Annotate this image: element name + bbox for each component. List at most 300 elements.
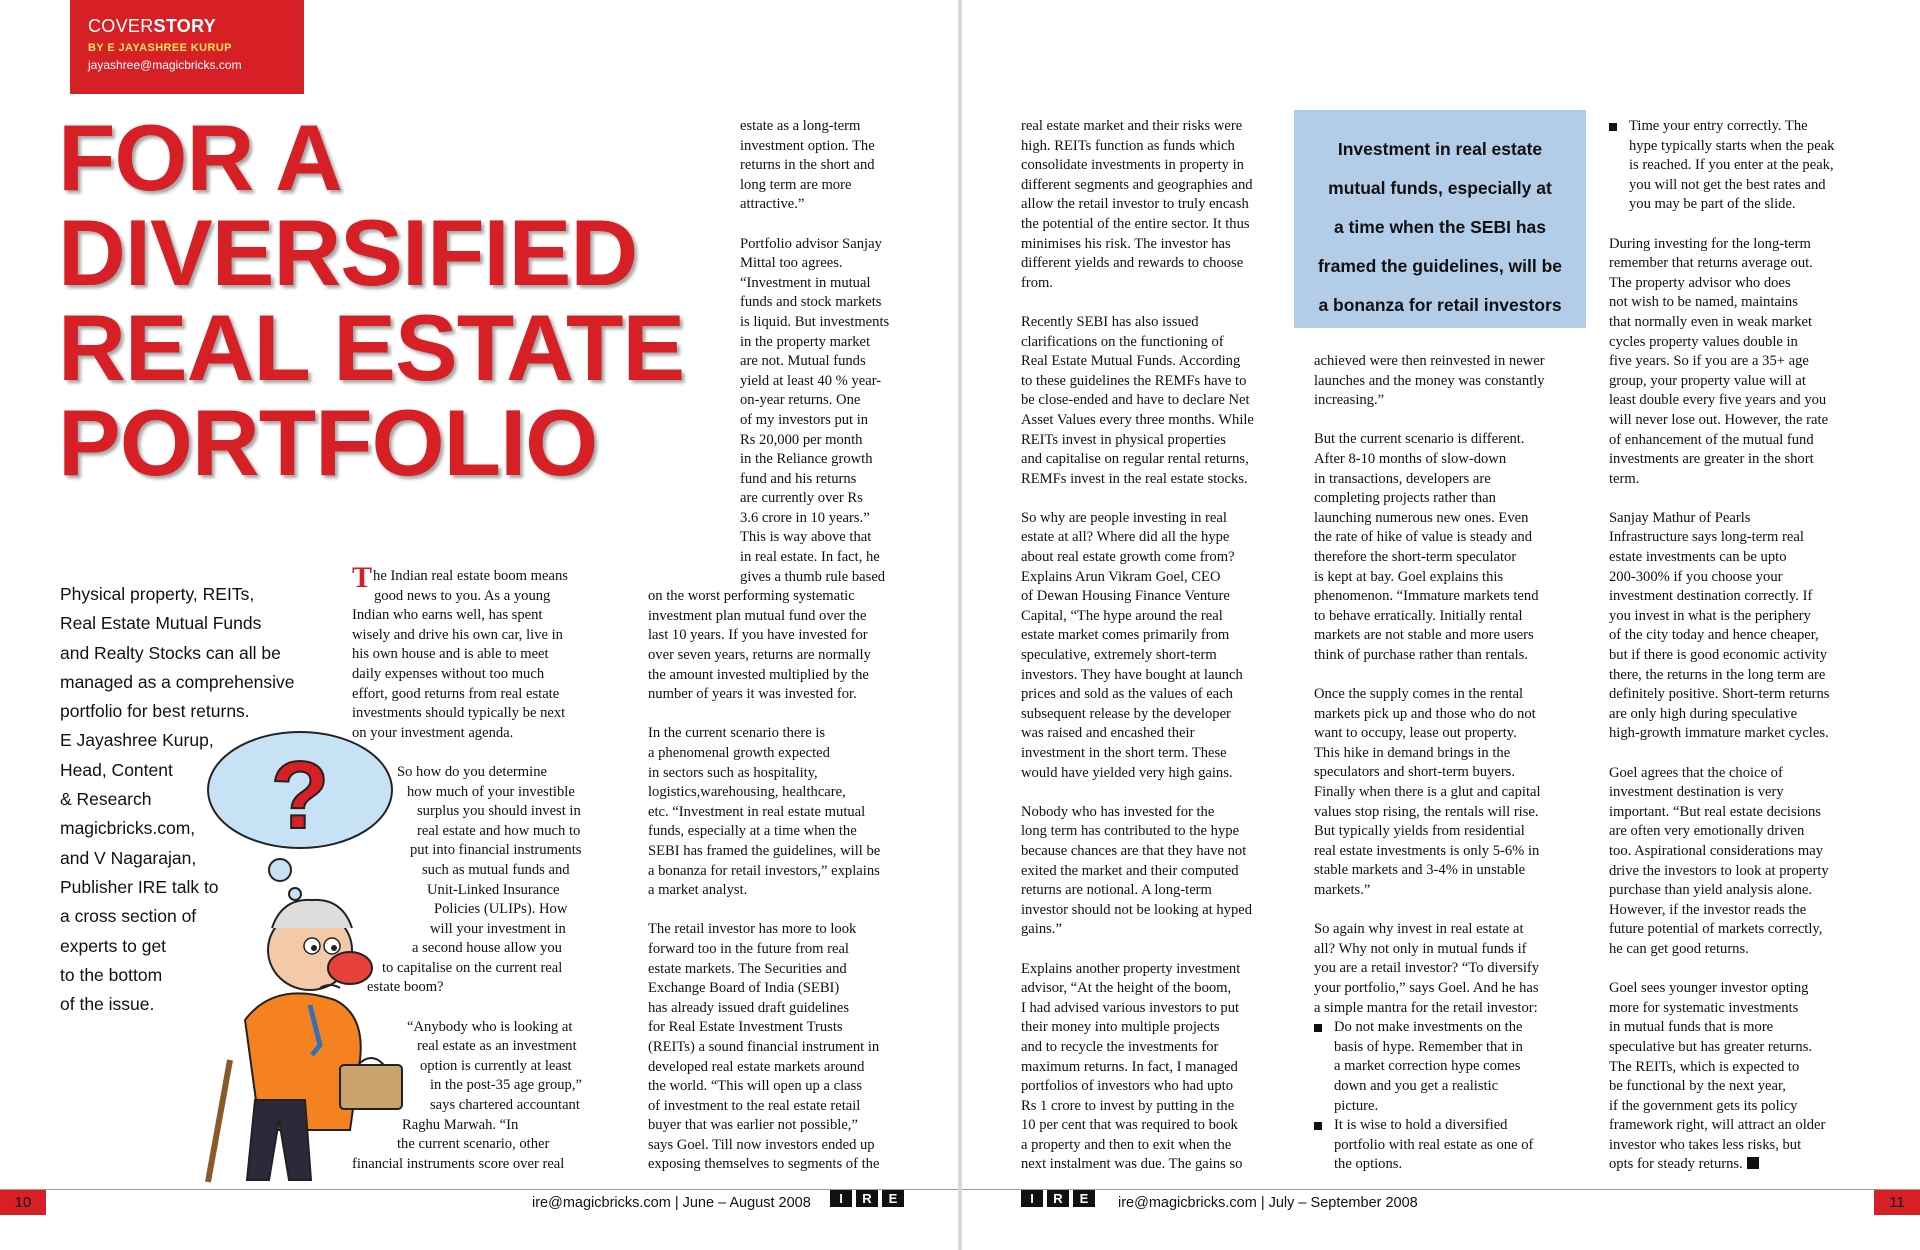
text-line: phenomenon. “Immature markets tend bbox=[1314, 588, 1539, 605]
text-line: a phenomenal growth expected bbox=[648, 745, 830, 761]
text-line: estate at all? Where did all the hype bbox=[1021, 529, 1230, 546]
text-line: clarifications on the functioning of bbox=[1021, 333, 1224, 350]
pull-quote-line: framed the guidelines, will be bbox=[1317, 256, 1563, 276]
text-line: SEBI has framed the guidelines, will be bbox=[648, 842, 881, 859]
text-line: you invest in what is the periphery bbox=[1609, 607, 1811, 624]
text-line: and to recycle the investments for bbox=[1021, 1038, 1219, 1055]
text-line: investment destination correctly. If bbox=[1609, 588, 1813, 605]
text-line: After 8-10 months of slow-down bbox=[1314, 450, 1507, 467]
text-line: So why are people investing in real bbox=[1021, 509, 1227, 526]
text-line: think of purchase rather than rentals. bbox=[1314, 646, 1528, 663]
text-line: real estate market and their risks were bbox=[1021, 118, 1243, 134]
paragraph bbox=[648, 920, 913, 1175]
text-line: of enhancement of the mutual fund bbox=[1609, 431, 1814, 448]
text-line: but if there is good economic activity bbox=[1609, 647, 1828, 664]
text-line: in mutual funds that is more bbox=[1609, 1019, 1774, 1036]
text-line: Exchange Board of India (SEBI) bbox=[648, 980, 840, 997]
text-line: about real estate growth come from? bbox=[1021, 549, 1235, 566]
text-line: different segments and geographies and bbox=[1021, 176, 1253, 193]
drop-cap: T bbox=[352, 561, 373, 594]
text-line: wisely and drive his own car, live in bbox=[352, 626, 563, 643]
text-line: are often very emotionally driven bbox=[1609, 823, 1805, 840]
footer-issue-info: ire@magicbricks.com | July – September 2008 bbox=[1118, 1195, 1418, 1211]
footer-issue-info: ire@magicbricks.com | June – August 2008 bbox=[532, 1195, 811, 1211]
text-line: investor should not be looking at hyped bbox=[1021, 901, 1253, 918]
text-line: However, if the investor reads the bbox=[1609, 901, 1807, 918]
text-line: Rs 1 crore to invest by putting in the bbox=[1021, 1097, 1235, 1114]
pull-quote bbox=[1294, 110, 1586, 328]
footer-rule bbox=[962, 1189, 1920, 1190]
text-line: investment in the short term. These bbox=[1021, 745, 1227, 761]
standfirst-line: to the bottom bbox=[60, 964, 163, 985]
text-line: So again why invest in real estate at bbox=[1314, 921, 1524, 938]
paragraph bbox=[352, 1018, 602, 1175]
text-line: says Goel. Till now investors ended up bbox=[648, 1136, 875, 1153]
logo-letter: I bbox=[1021, 1190, 1043, 1207]
text-line: in transactions, developers are bbox=[1314, 470, 1491, 487]
text-line: estate boom? bbox=[367, 979, 444, 996]
text-line: speculative but has greater returns. bbox=[1609, 1038, 1813, 1055]
pull-quote-line: a time when the SEBI has bbox=[1334, 217, 1546, 237]
text-line: During investing for the long-term bbox=[1609, 235, 1811, 252]
text-line: exposing themselves to segments of the bbox=[648, 1156, 880, 1173]
text-line: gains.” bbox=[1021, 921, 1062, 938]
text-line: REMFs invest in the real estate stocks. bbox=[1021, 470, 1248, 487]
right-page-column-2 bbox=[1314, 352, 1574, 1175]
text-line: number of years it was invested for. bbox=[648, 686, 857, 703]
paragraph bbox=[1021, 313, 1291, 489]
headline-line: FOR A bbox=[58, 105, 342, 210]
byline: BY E JAYASHREE KURUP bbox=[88, 42, 232, 54]
paragraph bbox=[1021, 803, 1291, 940]
headline-line: DIVERSIFIED bbox=[58, 200, 638, 305]
text-line: consolidate investments in property in bbox=[1021, 157, 1244, 174]
text-line: 10 per cent that was required to book bbox=[1021, 1117, 1238, 1134]
text-line: real estate as an investment bbox=[417, 1038, 577, 1055]
text-line: estate as a long-term bbox=[740, 118, 861, 134]
text-line: different yields and rewards to choose bbox=[1021, 255, 1244, 272]
text-line: investment option. The bbox=[740, 137, 875, 154]
text-line: long term are more bbox=[740, 176, 852, 193]
bullet-item bbox=[1314, 1116, 1574, 1175]
text-line: a market correction hype comes bbox=[1334, 1058, 1521, 1075]
text-line: The retail investor has more to look bbox=[648, 921, 857, 938]
kicker-bold: STORY bbox=[153, 16, 217, 36]
paragraph bbox=[1314, 920, 1574, 1018]
paragraph bbox=[1021, 509, 1291, 783]
text-line: be functional by the next year, bbox=[1609, 1078, 1786, 1095]
text-line: investment plan mutual fund over the bbox=[648, 607, 867, 624]
text-line: is reached. If you enter at the peak, bbox=[1629, 157, 1834, 174]
text-line: real estate and how much to bbox=[417, 822, 581, 839]
paragraph-intro bbox=[352, 561, 602, 743]
text-line: markets are not stable and more users bbox=[1314, 627, 1534, 644]
headline-line: REAL ESTATE bbox=[58, 295, 685, 400]
text-line: returns are notional. A long-term bbox=[1021, 882, 1212, 899]
text-line: But typically yields from residential bbox=[1314, 823, 1525, 840]
text-line: on the worst performing systematic bbox=[648, 588, 855, 605]
text-line: the options. bbox=[1334, 1156, 1403, 1173]
standfirst-line: Physical property, REITs, bbox=[60, 584, 255, 604]
text-line: framework right, will attract an older bbox=[1609, 1117, 1826, 1134]
headline-line: PORTFOLIO bbox=[58, 390, 598, 495]
pull-quote-line: mutual funds, especially at bbox=[1328, 178, 1552, 198]
text-line: attractive.” bbox=[740, 196, 805, 213]
left-page-column-2 bbox=[648, 117, 913, 1175]
text-line: drive the investors to look at property bbox=[1609, 862, 1829, 879]
paragraph bbox=[1021, 117, 1291, 293]
text-line: he can get good returns. bbox=[1609, 940, 1749, 957]
author-email: jayashree@magicbricks.com bbox=[88, 58, 242, 72]
text-line: the rate of hike of value is steady and bbox=[1314, 529, 1533, 546]
text-line: speculative, extremely short-term bbox=[1021, 647, 1217, 664]
text-line: want to occupy, lease out property. bbox=[1314, 725, 1517, 742]
text-line: hype typically starts when the peak bbox=[1629, 137, 1835, 154]
text-line: (REITs) a sound financial instrument in bbox=[648, 1038, 880, 1055]
text-line: is liquid. But investments bbox=[740, 313, 890, 330]
text-line: Nobody who has invested for the bbox=[1021, 803, 1215, 820]
text-line: estate markets. The Securities and bbox=[648, 960, 847, 977]
text-line: a simple mantra for the retail investor: bbox=[1314, 999, 1538, 1016]
text-line: portfolio with real estate as one of bbox=[1334, 1136, 1534, 1153]
text-line: It is wise to hold a diversified bbox=[1334, 1117, 1508, 1134]
text-line: a property and then to exit when the bbox=[1021, 1136, 1232, 1153]
text-line: This hike in demand brings in the bbox=[1314, 744, 1511, 761]
paragraph bbox=[1021, 960, 1291, 1176]
text-line: to capitalise on the current real bbox=[382, 959, 563, 976]
paragraph bbox=[352, 763, 602, 998]
text-line: the world. “This will open up a class bbox=[648, 1078, 862, 1095]
text-line: high. REITs function as funds which bbox=[1021, 137, 1235, 154]
text-line: such as mutual funds and bbox=[422, 861, 570, 878]
text-line: Explains another property investment bbox=[1021, 960, 1241, 977]
text-line: good news to you. As a young bbox=[374, 587, 551, 604]
text-line: next instalment was due. The gains so bbox=[1021, 1156, 1243, 1173]
text-line: long term has contributed to the hype bbox=[1021, 823, 1240, 840]
text-line: purchase than yield analysis alone. bbox=[1609, 882, 1813, 899]
text-line: returns in the short and bbox=[740, 157, 875, 174]
text-line: portfolios of investors who had upto bbox=[1021, 1078, 1233, 1095]
text-line: five years. So if you are a 35+ age bbox=[1609, 353, 1809, 370]
text-line: Mittal too agrees. bbox=[740, 255, 843, 272]
drop-cap-rest: he Indian real estate boom means bbox=[373, 568, 568, 584]
standfirst-line: a cross section of bbox=[60, 906, 197, 927]
text-line: 200-300% if you choose your bbox=[1609, 568, 1783, 585]
page-number: 10 bbox=[0, 1190, 46, 1215]
text-line: allow the retail investor to truly encash bbox=[1021, 196, 1249, 213]
text-line: Goel sees younger investor opting bbox=[1609, 980, 1809, 997]
text-line: their money into multiple projects bbox=[1021, 1019, 1220, 1036]
text-line: So how do you determine bbox=[397, 763, 547, 780]
text-line: Goel agrees that the choice of bbox=[1609, 764, 1783, 781]
text-line: Do not make investments on the bbox=[1334, 1019, 1523, 1036]
text-line: Real Estate Mutual Funds. According bbox=[1021, 353, 1241, 370]
text-line: But the current scenario is different. bbox=[1314, 431, 1525, 448]
standfirst-line: & Research bbox=[60, 789, 152, 810]
logo-letter: I bbox=[830, 1190, 852, 1207]
question-mark: ? bbox=[270, 742, 330, 849]
cover-story-tag bbox=[70, 0, 304, 94]
text-line: therefore the short-term speculator bbox=[1314, 548, 1517, 565]
text-line: basis of hype. Remember that in bbox=[1334, 1038, 1523, 1055]
text-line: on-year returns. One bbox=[740, 392, 861, 409]
text-line: if the government gets its policy bbox=[1609, 1097, 1798, 1114]
text-line: “Investment in mutual bbox=[740, 274, 871, 291]
text-line: of the city today and hence cheaper, bbox=[1609, 627, 1819, 644]
text-line: I had advised various investors to put bbox=[1021, 999, 1240, 1016]
paragraph bbox=[1314, 352, 1574, 411]
text-line: the amount invested multiplied by the bbox=[648, 666, 869, 683]
text-line: last 10 years. If you have invested for bbox=[648, 627, 868, 644]
text-line: how much of your investible bbox=[407, 783, 575, 800]
text-line: Rs 20,000 per month bbox=[740, 431, 863, 448]
text-line: Portfolio advisor Sanjay bbox=[740, 235, 882, 252]
standfirst-line: Publisher IRE talk to bbox=[60, 876, 219, 897]
text-line: in the property market bbox=[740, 333, 871, 350]
text-line: in real estate. In fact, he bbox=[740, 549, 880, 566]
text-line: markets pick up and those who do not bbox=[1314, 705, 1536, 722]
text-line: exited the market and their computed bbox=[1021, 862, 1239, 879]
text-line: more for systematic investments bbox=[1609, 999, 1799, 1016]
paragraph bbox=[648, 117, 913, 215]
paragraph bbox=[648, 724, 913, 900]
standfirst-line: of the issue. bbox=[60, 994, 155, 1015]
text-line: that normally even in weak market bbox=[1609, 313, 1813, 330]
bullet-item bbox=[1314, 1018, 1574, 1116]
text-line: This is way above that bbox=[740, 529, 872, 546]
text-line: because chances are that they have not bbox=[1021, 842, 1247, 859]
paragraph bbox=[1314, 430, 1574, 665]
text-line: be close-ended and have to declare Net bbox=[1021, 392, 1250, 409]
text-line: forward too in the future from real bbox=[648, 940, 849, 957]
text-line: launching numerous new ones. Even bbox=[1314, 509, 1529, 526]
text-line: says chartered accountant bbox=[430, 1097, 580, 1114]
text-line: fund and his returns bbox=[740, 470, 857, 487]
text-line: least double every five years and you bbox=[1609, 392, 1827, 409]
text-line: 3.6 crore in 10 years.” bbox=[740, 509, 870, 526]
text-line: option is currently at least bbox=[420, 1057, 572, 1074]
text-line: a second house allow you bbox=[412, 940, 562, 957]
text-line: a market analyst. bbox=[648, 882, 748, 899]
text-line: advisor, “At the height of the boom, bbox=[1021, 980, 1232, 997]
text-line: Finally when there is a glut and capital bbox=[1314, 784, 1541, 801]
text-line: maximum returns. In fact, I managed bbox=[1021, 1058, 1238, 1075]
text-line: Infrastructure says long-term real bbox=[1609, 529, 1804, 546]
text-line: are not. Mutual funds bbox=[740, 353, 866, 370]
text-line: subsequent release by the developer bbox=[1021, 705, 1231, 722]
text-line: group, your property value will at bbox=[1609, 372, 1806, 389]
text-line: real estate investments is only 5-6% in bbox=[1314, 842, 1540, 859]
text-line: was raised and encashed their bbox=[1021, 725, 1195, 742]
text-line: Recently SEBI has also issued bbox=[1021, 313, 1199, 330]
text-line: etc. “Investment in real estate mutual bbox=[648, 803, 866, 820]
right-page bbox=[962, 0, 1920, 1250]
text-line: you are a retail investor? “To diversify bbox=[1314, 960, 1540, 977]
text-line: Explains Arun Vikram Goel, CEO bbox=[1021, 568, 1221, 585]
text-line: are currently over Rs bbox=[740, 490, 863, 507]
ire-logo bbox=[830, 1190, 904, 1207]
text-line: gives a thumb rule based bbox=[740, 568, 886, 585]
text-line: developed real estate markets around bbox=[648, 1058, 865, 1075]
text-line: will never lose out. However, the rate bbox=[1609, 411, 1829, 428]
text-line: is kept at bay. Goel explains this bbox=[1314, 568, 1504, 585]
pull-quote-line: a bonanza for retail investors bbox=[1318, 295, 1562, 315]
text-line: all? Why not only in mutual funds if bbox=[1314, 940, 1527, 957]
text-line: Policies (ULIPs). How bbox=[434, 901, 568, 918]
standfirst-line: experts to get bbox=[60, 935, 167, 956]
text-line: too. Aspirational considerations may bbox=[1609, 842, 1824, 859]
text-line: to behave erratically. Initially rental bbox=[1314, 607, 1523, 624]
text-line: buyer that was earlier not possible,” bbox=[648, 1117, 858, 1134]
text-line: financial instruments score over real bbox=[352, 1155, 565, 1172]
text-line: has already issued draft guidelines bbox=[648, 999, 850, 1016]
standfirst-line: magicbricks.com, bbox=[60, 818, 196, 839]
text-line: to these guidelines the REMFs have to bbox=[1021, 372, 1247, 389]
text-line: on your investment agenda. bbox=[352, 724, 514, 741]
logo-letter: R bbox=[856, 1190, 878, 1207]
text-line: in the Reliance growth bbox=[740, 451, 873, 468]
right-page-column-1 bbox=[1021, 117, 1291, 1175]
text-line: not wish to be named, maintains bbox=[1609, 294, 1798, 311]
standfirst-line: and V Nagarajan, bbox=[60, 847, 197, 868]
text-line: “Anybody who is looking at bbox=[407, 1018, 573, 1035]
text-line: put into financial instruments bbox=[410, 842, 582, 859]
footer-rule bbox=[0, 1189, 958, 1190]
ire-logo bbox=[1021, 1190, 1095, 1207]
text-line: Time your entry correctly. The bbox=[1629, 118, 1808, 134]
text-line: opts for steady returns. bbox=[1609, 1155, 1879, 1175]
text-line: of my investors put in bbox=[740, 411, 869, 428]
text-line: of investment to the real estate retail bbox=[648, 1097, 861, 1114]
text-line: funds, especially at a time when the bbox=[648, 823, 857, 840]
text-line: would have yielded very high gains. bbox=[1021, 764, 1233, 781]
text-line: speculators and short-term buyers. bbox=[1314, 764, 1516, 781]
text-line: In the current scenario there is bbox=[648, 725, 826, 742]
paragraph bbox=[1609, 235, 1879, 490]
text-line: markets.” bbox=[1314, 882, 1371, 899]
bullet-item bbox=[1609, 117, 1879, 215]
paragraph bbox=[1314, 685, 1574, 901]
text-line: surplus you should invest in bbox=[417, 803, 581, 820]
standfirst-line: portfolio for best returns. bbox=[60, 701, 250, 722]
text-line: in sectors such as hospitality, bbox=[648, 764, 818, 781]
text-line: cycles property values double in bbox=[1609, 333, 1798, 350]
text-line: Asset Values every three months. While bbox=[1021, 411, 1254, 428]
kicker-light: COVER bbox=[88, 16, 154, 36]
paragraph bbox=[1609, 764, 1879, 960]
text-line: your portfolio,” says Goel. And he has bbox=[1314, 980, 1539, 996]
cover-story-kicker bbox=[88, 16, 304, 37]
text-line: a bonanza for retail investors,” explains bbox=[648, 862, 880, 879]
text-line: The property advisor who does bbox=[1609, 274, 1791, 291]
text-line: and capitalise on regular rental returns, bbox=[1021, 451, 1249, 468]
text-line: the potential of the entire sector. It thus bbox=[1021, 215, 1250, 232]
paragraph bbox=[1609, 509, 1879, 744]
text-line bbox=[352, 561, 602, 594]
text-line: Raghu Marwah. “In bbox=[402, 1116, 519, 1133]
text-line: estate investments can be upto bbox=[1609, 549, 1787, 566]
text-line: yield at least 40 % year- bbox=[740, 372, 882, 389]
left-page bbox=[0, 0, 958, 1250]
text-line: increasing.” bbox=[1314, 392, 1385, 409]
text-line: you may be part of the slide. bbox=[1629, 196, 1796, 213]
text-line: will your investment in bbox=[430, 920, 566, 937]
text-line: picture. bbox=[1334, 1097, 1379, 1114]
logo-letter: E bbox=[882, 1190, 904, 1207]
text-line: stable markets and 3-4% in unstable bbox=[1314, 862, 1526, 879]
text-line: Once the supply comes in the rental bbox=[1314, 686, 1524, 703]
text-line: logistics,warehousing, healthcare, bbox=[648, 784, 846, 801]
text-line: important. “But real estate decisions bbox=[1609, 803, 1821, 820]
standfirst-line: managed as a comprehensive bbox=[60, 671, 295, 692]
text-line: high-growth immature market cycles. bbox=[1609, 725, 1829, 742]
text-line: The REITs, which is expected to bbox=[1609, 1058, 1800, 1075]
text-line: down and you get a realistic bbox=[1334, 1077, 1499, 1094]
text-line: term. bbox=[1609, 470, 1640, 487]
text-line: effort, good returns from real estate bbox=[352, 685, 560, 702]
text-line: Sanjay Mathur of Pearls bbox=[1609, 509, 1751, 526]
page-number: 11 bbox=[1874, 1190, 1920, 1215]
logo-letter: E bbox=[1073, 1190, 1095, 1207]
text-line: Indian who earns well, has spent bbox=[352, 607, 543, 624]
text-line: launches and the money was constantly bbox=[1314, 372, 1545, 389]
standfirst-line: Real Estate Mutual Funds bbox=[60, 613, 262, 634]
text-line: investments are greater in the short bbox=[1609, 451, 1814, 468]
text-line: investor who takes less risks, but bbox=[1609, 1136, 1802, 1153]
paragraph bbox=[648, 235, 913, 705]
left-page-column-1 bbox=[352, 561, 602, 1174]
text-line: daily expenses without too much bbox=[352, 665, 545, 682]
text-line: values stop rising, the rentals will rise. bbox=[1314, 803, 1539, 820]
text-line: over seven years, returns are normally bbox=[648, 647, 871, 664]
bullet-square-icon bbox=[1314, 1024, 1322, 1032]
text-line: you will not get the best rates and bbox=[1629, 176, 1826, 193]
text-line: completing projects rather than bbox=[1314, 490, 1496, 507]
text-line: investments should typically be next bbox=[352, 705, 566, 722]
bullet-square-icon bbox=[1609, 123, 1617, 131]
text-line: are only high during speculative bbox=[1609, 705, 1798, 722]
text-line: REITs invest in physical properties bbox=[1021, 431, 1226, 448]
text-line: future potential of markets correctly, bbox=[1609, 921, 1823, 938]
text-line: Capital, “The hype around the real bbox=[1021, 607, 1223, 624]
paragraph bbox=[1609, 979, 1879, 1175]
text-line: for Real Estate Investment Trusts bbox=[648, 1019, 843, 1036]
pull-quote-line: Investment in real estate bbox=[1337, 139, 1543, 159]
text-line: funds and stock markets bbox=[740, 294, 882, 311]
text-line: the current scenario, other bbox=[397, 1136, 550, 1153]
text-line: his own house and is able to meet bbox=[352, 646, 549, 663]
text-line: investors. They have bought at launch bbox=[1021, 666, 1243, 683]
standfirst-line: Head, Content bbox=[60, 759, 173, 780]
standfirst-line: E Jayashree Kurup, bbox=[60, 730, 214, 751]
standfirst-line: and Realty Stocks can all be bbox=[60, 642, 281, 663]
text-line: definitely positive. Short-term returns bbox=[1609, 686, 1830, 703]
text-line: of Dewan Housing Finance Venture bbox=[1021, 588, 1230, 605]
text-line: estate market comes primarily from bbox=[1021, 627, 1230, 644]
text-line: investment destination is very bbox=[1609, 784, 1784, 801]
text-line: remember that returns average out. bbox=[1609, 255, 1813, 272]
text-line: prices and sold as the values of each bbox=[1021, 686, 1233, 703]
text-line: from. bbox=[1021, 274, 1054, 291]
right-page-column-3 bbox=[1609, 117, 1879, 1175]
logo-letter: R bbox=[1047, 1190, 1069, 1207]
text-line: minimises his risk. The investor has bbox=[1021, 235, 1231, 252]
bullet-square-icon bbox=[1314, 1122, 1322, 1130]
end-of-story-mark bbox=[1747, 1157, 1759, 1169]
text-line: achieved were then reinvested in newer bbox=[1314, 353, 1545, 369]
text-line: there, the returns in the long term are bbox=[1609, 666, 1826, 683]
text-line: Unit-Linked Insurance bbox=[427, 881, 560, 898]
